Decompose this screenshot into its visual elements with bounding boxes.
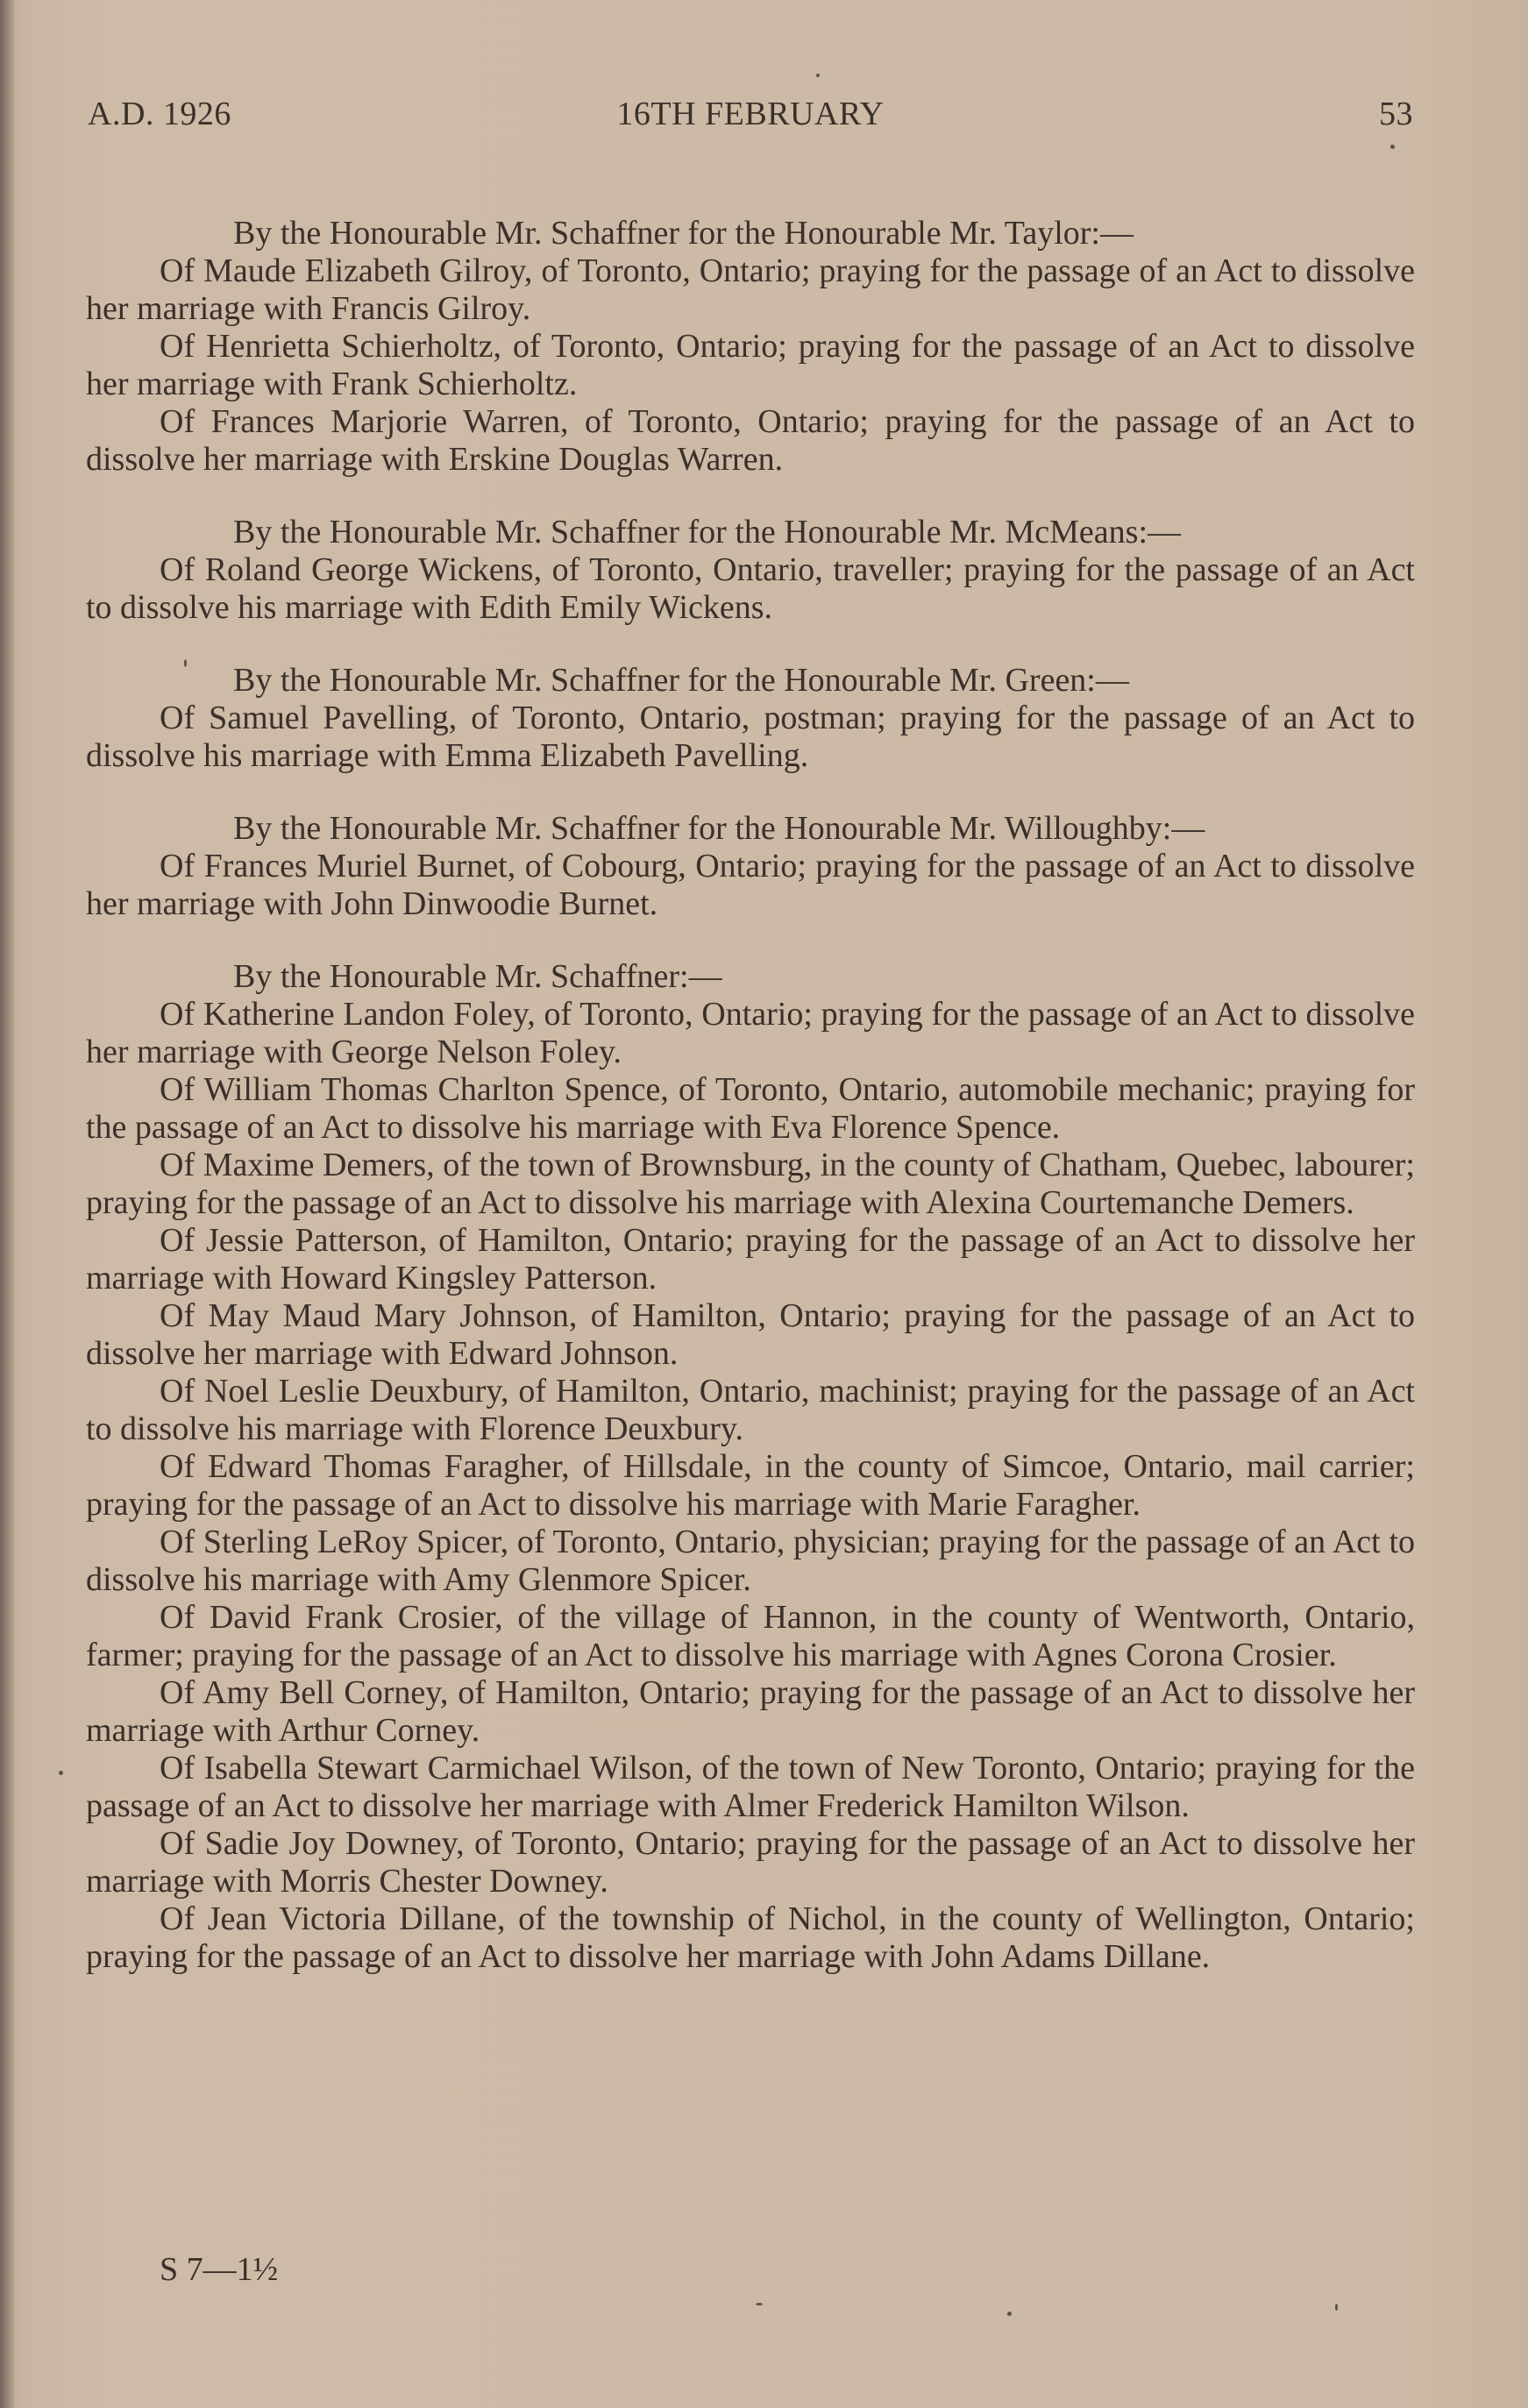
mover-line: By the Honourable Mr. Schaffner for the Honourable Mr. Green:— — [233, 662, 1129, 699]
petition-paragraph: Of Sadie Joy Downey, of Toronto, Ontario; praying for the passage of an Act to dissolve her marriage with Morris Chester Downey. — [86, 1825, 1415, 1900]
binding-edge — [0, 0, 14, 2408]
petition-paragraph: Of Samuel Pavelling, of Toronto, Ontario, postman; praying for the passage of an Act to dissolve his marriage with Emma Elizabeth Pavelling. — [86, 700, 1415, 774]
mover-line: By the Honourable Mr. Schaffner for the Honourable Mr. McMeans:— — [233, 514, 1181, 551]
paper-speck — [1335, 2304, 1338, 2311]
petition-paragraph: Of Edward Thomas Faragher, of Hillsdale, in the county of Simcoe, Ontario, mail carrier; praying for the passage of an Act to dissolve his marriage with Marie Faragher. — [86, 1448, 1415, 1523]
document-body — [86, 215, 1415, 1976]
petition-paragraph: Of Jessie Patterson, of Hamilton, Ontario; praying for the passage of an Act to dissolve her marriage with Howard Kingsley Patterson. — [86, 1222, 1415, 1296]
petition-paragraph: Of Henrietta Schierholtz, of Toronto, Ontario; praying for the passage of an Act to dissolve her marriage with Frank Schierholtz. — [86, 328, 1415, 402]
petition-paragraph: Of May Maud Mary Johnson, of Hamilton, Ontario; praying for the passage of an Act to dissolve her marriage with Edward Johnson. — [86, 1297, 1415, 1372]
signature-mark: S 7—1½ — [160, 2251, 279, 2288]
petition-paragraph: Of David Frank Crosier, of the village of Hannon, in the county of Wentworth, Ontario, farmer; praying for the passage of an Act to dissolve his marriage with Agnes Corona Crosier. — [86, 1599, 1415, 1673]
mover-line: By the Honourable Mr. Schaffner for the Honourable Mr. Willoughby:— — [233, 810, 1205, 847]
paper-speck — [59, 1771, 63, 1775]
petition-paragraph: Of Sterling LeRoy Spicer, of Toronto, Ontario, physician; praying for the passage of an Act to dissolve his marriage with Amy Glenmore Spicer. — [86, 1524, 1415, 1598]
page-number: 53 — [1379, 96, 1413, 132]
mover-line: By the Honourable Mr. Schaffner:— — [233, 958, 722, 995]
petition-paragraph: Of Roland George Wickens, of Toronto, Ontario, traveller; praying for the passage of an Act to dissolve his marriage with Edith Emily Wickens. — [86, 551, 1415, 626]
paper-speck — [1390, 145, 1395, 149]
petition-paragraph: Of Maude Elizabeth Gilroy, of Toronto, Ontario; praying for the passage of an Act to dissolve her marriage with Francis Gilroy. — [86, 252, 1415, 327]
petition-paragraph: Of Maxime Demers, of the town of Brownsburg, in the county of Chatham, Quebec, labourer; praying for the passage of an Act to dissolve his marriage with Alexina Courtemanche Demers. — [86, 1147, 1415, 1221]
petition-paragraph: Of Frances Muriel Burnet, of Cobourg, Ontario; praying for the passage of an Act to dissolve her marriage with John Dinwoodie Burnet. — [86, 848, 1415, 922]
mover-line: By the Honourable Mr. Schaffner for the Honourable Mr. Taylor:— — [233, 215, 1134, 252]
petition-paragraph: Of Frances Marjorie Warren, of Toronto, Ontario; praying for the passage of an Act to dissolve her marriage with Erskine Douglas Warren. — [86, 403, 1415, 478]
paper-speck — [1007, 2312, 1012, 2316]
petition-paragraph: Of Isabella Stewart Carmichael Wilson, of the town of New Toronto, Ontario; praying for the passage of an Act to dissolve her marriage with Almer Frederick Hamilton Wilson. — [86, 1750, 1415, 1824]
paper-speck — [184, 659, 187, 667]
petition-paragraph: Of Amy Bell Corney, of Hamilton, Ontario; praying for the passage of an Act to dissolve her marriage with Arthur Corney. — [86, 1674, 1415, 1749]
page-header — [88, 95, 1413, 139]
petition-paragraph: Of Noel Leslie Deuxbury, of Hamilton, Ontario, machinist; praying for the passage of an Act to dissolve his marriage with Florence Deuxbury. — [86, 1373, 1415, 1447]
header-date: 16TH FEBRUARY — [616, 96, 885, 132]
petition-paragraph: Of Jean Victoria Dillane, of the township of Nichol, in the county of Wellington, Ontario; praying for the passage of an Act to dissolve her marriage with John Adams Dillane. — [86, 1900, 1415, 1975]
petition-paragraph: Of William Thomas Charlton Spence, of Toronto, Ontario, automobile mechanic; praying for the passage of an Act to dissolve his marriage with Eva Florence Spence. — [86, 1071, 1415, 1146]
petition-paragraph: Of Katherine Landon Foley, of Toronto, Ontario; praying for the passage of an Act to dissolve her marriage with George Nelson Foley. — [86, 996, 1415, 1070]
header-year: A.D. 1926 — [88, 96, 231, 132]
paper-speck — [816, 74, 820, 77]
paper-speck — [756, 2303, 763, 2305]
